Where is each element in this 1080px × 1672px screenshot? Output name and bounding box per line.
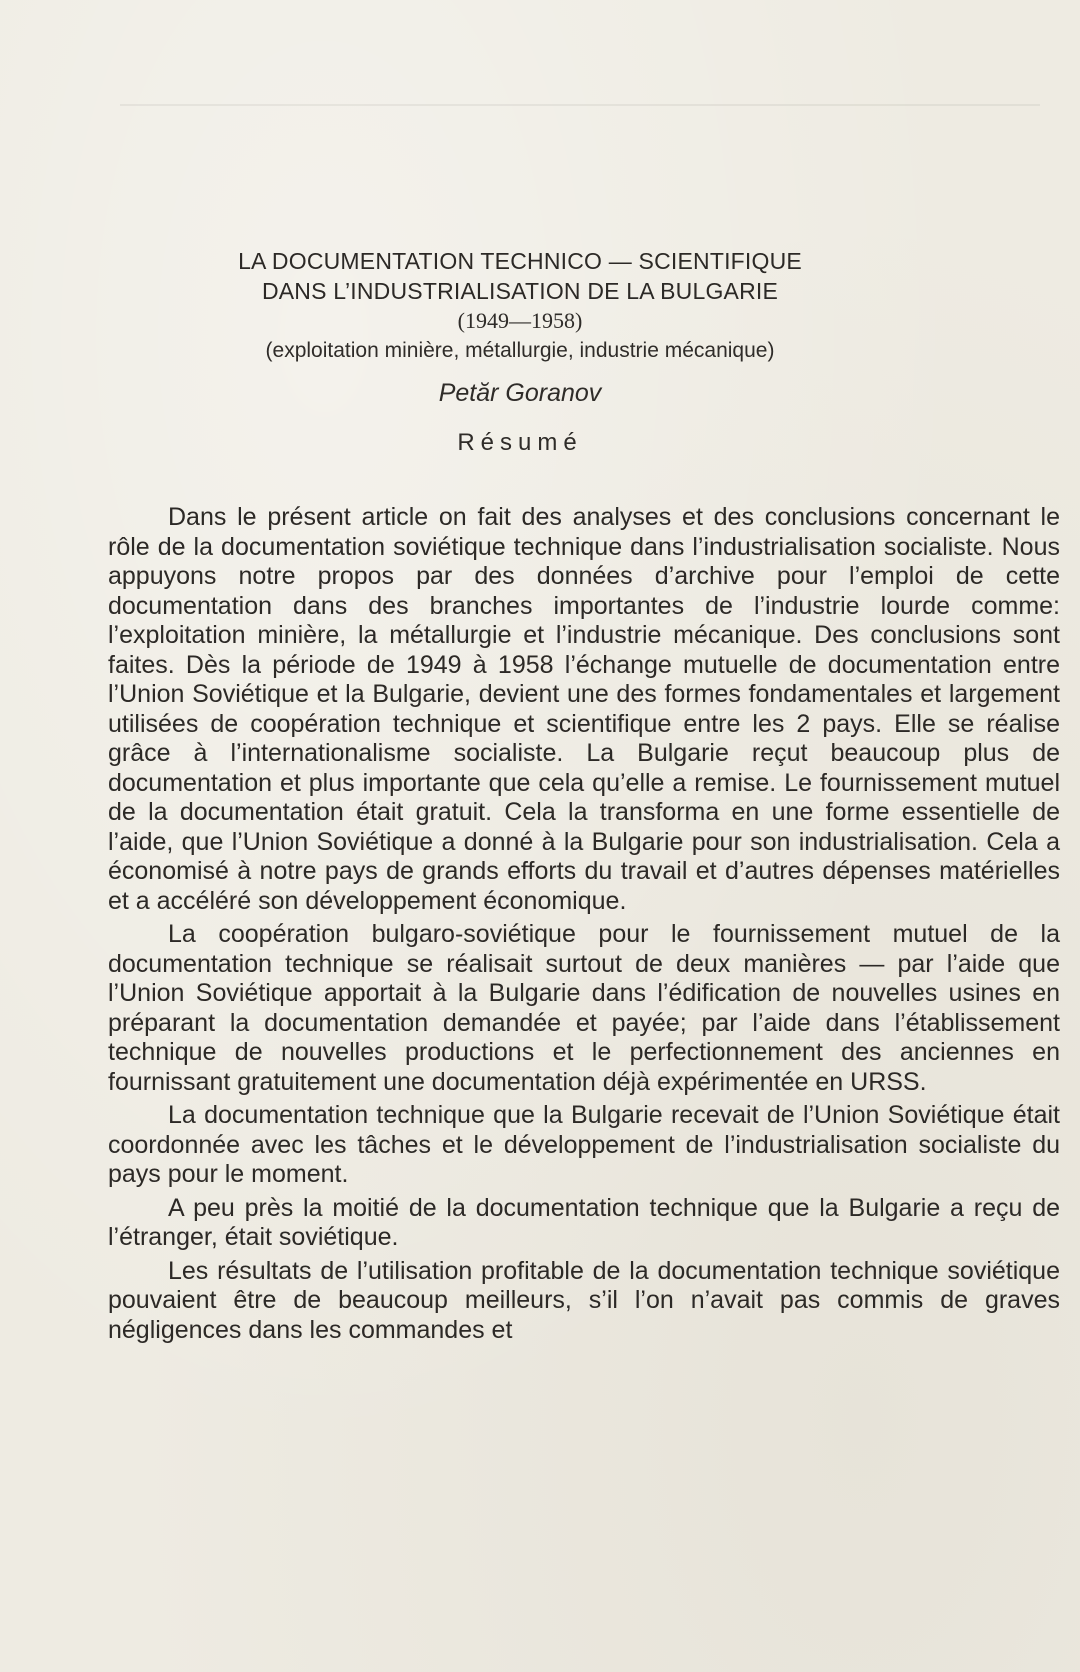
- body-paragraph: La coopération bulgaro-soviétique pour le fournissement mutuel de la documentation technique se réalisait surtout de deux manières — par l’aide que l’Union Soviétique apportait à la Bulgarie dans l’édification de nouvelles usines en préparant la documentation demandée et payée; par l’aide dans l’établissement technique de nouvelles productions et le perfectionnement des anciennes en fournissant gratuitement une documentation déjà expérimentée en URSS.: [108, 920, 1060, 1096]
- body-paragraph: Dans le présent article on fait des analyses et des conclusions concernant le rôle de la documentation soviétique technique dans l’industrialisation socialiste. Nous appuyons notre propos par des données d’archive pour l’emploi de cette documentation dans des branches importantes de l’industrie lourde comme: l’exploitation minière, la métallurgie et l’industrie mécanique. Des conclusions sont faites. Dès la période de 1949 à 1958 l’échange mutuelle de documentation entre l’Union Soviétique et la Bulgarie, devient une des formes fondamentales et largement utilisées de coopération technique et scientifique entre les 2 pays. Elle se réalise grâce à l’internationalisme socialiste. La Bulgarie reçut beaucoup plus de documentation et plus importante que cela qu’elle a remise. Le fournissement mutuel de la documentation était gratuit. Cela la transforma en une forme essentielle de l’aide, que l’Union Soviétique a donné à la Bulgarie pour son industrialisation. Cela a économisé à notre pays de grands efforts du travail et d’autres dépenses matérielles et a accéléré son développement économique.: [108, 503, 1060, 915]
- article-years: (1949—1958): [457, 308, 583, 333]
- article-title-line-1: LA DOCUMENTATION TECHNICO — SCIENTIFIQUE: [238, 248, 802, 274]
- article-subtitle: (exploitation minière, métallurgie, industrie mécanique): [265, 339, 775, 362]
- body-paragraph: A peu près la moitié de la documentation technique que la Bulgarie a reçu de l’étranger, était soviétique.: [108, 1193, 1060, 1251]
- body-paragraph: Les résultats de l’utilisation profitable de la documentation technique soviétique pouvaient être de beaucoup meilleurs, s’il l’on n’avait pas commis de graves négligences dans les commandes et: [108, 1256, 1060, 1344]
- bleed-through-rule: [120, 104, 1040, 106]
- author-name: Petăr Goranov: [438, 379, 602, 407]
- article-header: [140, 246, 900, 460]
- body-paragraph: La documentation technique que la Bulgarie recevait de l’Union Soviétique était coordonnée avec les tâches et le développement de l’industrialisation socialiste du pays pour le moment.: [108, 1101, 1060, 1188]
- article-title-line-2: DANS L’INDUSTRIALISATION DE LA BULGARIE: [261, 278, 779, 304]
- section-heading: Résumé: [457, 429, 583, 456]
- article-body: [108, 503, 1060, 1349]
